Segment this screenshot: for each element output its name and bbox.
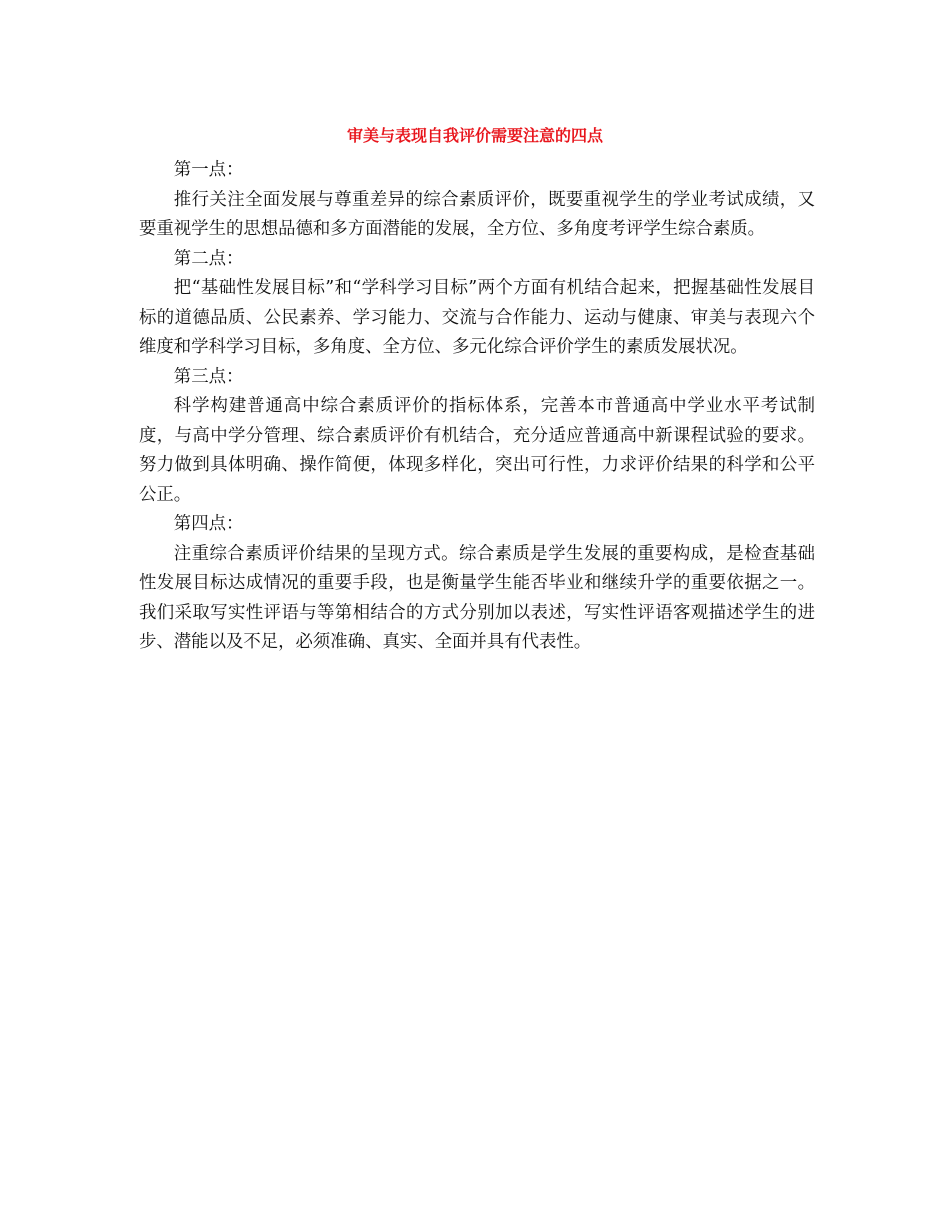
section-heading: 第三点：	[173, 366, 244, 387]
section-paragraph: 科学构建普通高中综合素质评价的指标体系，完善本市普通高中学业水平考试制度，与高中学分管理、综合素质评价有机结合，充分适应普通高中新课程试验的要求。努力做到具体明确、操作简便，体现多样化，突出可行性，力求评价结果的科学和公平公正。	[139, 396, 815, 505]
section-paragraph: 把“基础性发展目标”和“学科学习目标”两个方面有机结合起来，把握基础性发展目标的道德品质、公民素养、学习能力、交流与合作能力、运动与健康、审美与表现六个维度和学科学习目标，多角度、全方位、多元化综合评价学生的素质发展状况。	[139, 278, 815, 357]
section-1	[139, 156, 815, 245]
section-paragraph: 注重综合素质评价结果的呈现方式。综合素质是学生发展的重要构成，是检查基础性发展目标达成情况的重要手段，也是衡量学生能否毕业和继续升学的重要依据之一。我们采取写实性评语与等第相结合的方式分别加以表述，写实性评语客观描述学生的进步、潜能以及不足，必须准确、真实、全面并具有代表性。	[139, 543, 815, 652]
section-paragraph: 推行关注全面发展与尊重差异的综合素质评价，既要重视学生的学业考试成绩，又要重视学生的思想品德和多方面潜能的发展，全方位、多角度考评学生综合素质。	[139, 189, 815, 239]
document-body	[139, 152, 815, 658]
document-title: 审美与表现自我评价需要注意的四点	[346, 126, 603, 145]
section-4	[139, 510, 815, 658]
section-3	[139, 363, 815, 511]
section-heading: 第四点：	[173, 514, 244, 534]
section-heading: 第二点：	[173, 248, 244, 269]
section-heading: 第一点：	[173, 160, 244, 180]
section-2	[139, 245, 815, 363]
